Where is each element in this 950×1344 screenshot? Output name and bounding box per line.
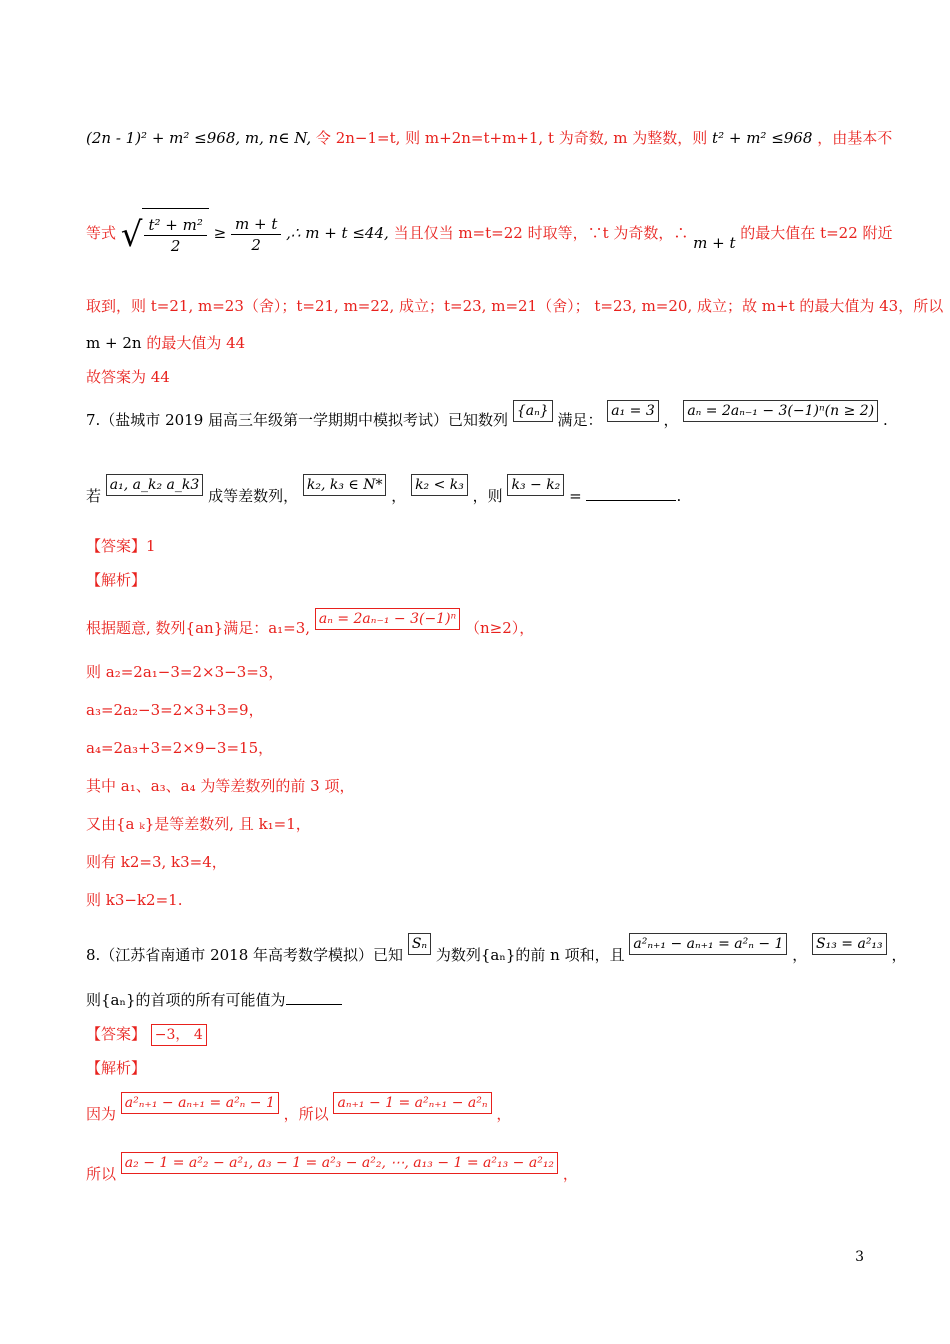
telescoping-box: a₂ − 1 = a²₂ − a²₁, a₃ − 1 = a²₃ − a²₂, ⋯, a₁₃ − 1 = a²₁₃ − a²₁₂ [121,1152,558,1174]
answer-blank [586,486,676,501]
fraction-numerator: m + t [231,214,281,235]
comma-3: ， [792,946,808,964]
comma-5: ， [496,1105,512,1123]
answer-values-box: −3， 4 [151,1024,207,1046]
q7-analysis-label: 【解析】 [86,571,147,589]
so-label: 所以 [86,1165,117,1183]
sqrt-fraction [121,208,209,260]
equality-condition: 当且仅当 m=t=22 时取等，∵t 为奇数，∴ [393,224,689,242]
answer-44-line: 故答案为 44 [86,368,170,386]
q7-analysis-line-8: 则 k3−k2=1. [86,891,183,909]
q7-analysis-line-2: 则 a₂=2a₁−3=2×3−3=3， [86,663,284,681]
therefore-label: ，所以 [283,1105,329,1123]
inequality-expression-2: t² + m² ≤968 [712,129,813,147]
s13-box: S₁₃ = a²₁₃ [812,933,887,955]
answer-blank-2 [286,990,342,1005]
analysis-intro: 根据题意, 数列{an}满足：a₁=3, [86,619,311,637]
question-8-line-1 [86,935,907,975]
a1-equals-3-box: a₁ = 3 [607,400,659,422]
period: . [882,411,888,429]
q8-analysis-line-1 [86,1094,864,1134]
if-label: 若 [86,487,102,505]
fraction-denominator: 2 [251,235,261,254]
question-7-line-2: 若 a₁, a_k₂ a_k3 成等差数列， k₂, k₃ ∈ N* ， k₂ < k₃ ，则 k₃ − k₂ = . [86,480,864,512]
q7-analysis-line-5: 其中 a₁、a₃、a₄ 为等差数列的前 3 项， [86,777,355,795]
answer-value: 1 [146,537,156,555]
solution-line-3: 取到，则 t=21, m=23（舍）；t=21, m=22, 成立；t=23, m=21（舍）； t=23, m=20, 成立；故 m+t 的最大值为 43，所以 [86,297,944,315]
sqrt-denominator: 2 [170,236,181,255]
inequality-expression: (2n - 1)² + m² ≤968, m, n∈ N, [86,129,312,147]
comma-1: ， [663,411,679,429]
q7-analysis-line-4: a₄=2a₃+3=2×9−3=15， [86,739,274,757]
solution-line-1 [86,128,893,148]
recurrence-eq-box: a²ₙ₊₁ − aₙ₊₁ = a²ₙ − 1 [629,933,787,955]
comma-6: ， [562,1165,578,1183]
q7-analysis-line-7: 则有 k2=3, k3=4， [86,853,227,871]
condition-label: 满足： [557,411,603,429]
solution-line-2 [86,208,893,258]
max-value-text: 的最大值为 44 [146,334,246,352]
n-condition: （n≥2）， [465,619,535,637]
sqrt-numerator: t² + m² [144,215,206,236]
question-7-line-1 [86,403,888,436]
inequality-label: 等式 [86,224,117,242]
sum-expression: m + t [693,234,736,252]
comma-2: ， [391,487,407,505]
equals-sign: = [569,487,582,505]
ge-symbol: ≥ [213,224,227,242]
given-eq-box: a²ₙ₊₁ − aₙ₊₁ = a²ₙ − 1 [121,1092,279,1114]
arithmetic-text: 成等差数列， [208,487,299,505]
because-label: 因为 [86,1105,117,1123]
q7-answer-line [86,536,864,556]
conclusion-expression: ,∴ m + t ≤44, [286,224,389,242]
page-number: 3 [855,1249,864,1265]
recurrence-box: aₙ = 2aₙ₋₁ − 3(−1)ⁿ(n ≥ 2) [683,400,878,422]
question-8-text-2: 为数列{aₙ}的前 n 项和，且 [435,946,625,964]
k-difference-box: k₃ − k₂ [507,474,564,496]
recurrence-formula-box: aₙ = 2aₙ₋₁ − 3(−1)ⁿ [315,608,460,630]
q8-answer-line [86,1024,864,1046]
answer-label-2: 【答案】 [86,1025,147,1043]
question-8-text: 8.（江苏省南通市 2018 年高考数学模拟）已知 [86,946,404,964]
comma-4: ， [891,946,907,964]
sequence-an-box: {aₙ} [513,400,553,422]
k-natural-box: k₂, k₃ ∈ N* [303,474,387,496]
answer-label: 【答案】 [86,537,147,555]
question-8-line-2 [86,990,864,1010]
maximum-note: 的最大值在 t=22 附近 [740,224,893,242]
first-term-question: 则{aₙ}的首项的所有可能值为 [86,991,286,1009]
continuation-text: ，由基本不 [817,129,893,147]
mean-fraction [231,214,281,255]
q7-analysis-line-6: 又由{a ₖ}是等差数列, 且 k₁=1， [86,815,311,833]
arithmetic-terms-box: a₁, a_k₂ a_k3 [106,474,204,496]
m-plus-2n: m + 2n [86,334,142,352]
q7-analysis-line-3: a₃=2a₂−3=2×3+3=9， [86,701,264,719]
q8-analysis-label: 【解析】 [86,1059,147,1077]
k-order-box: k₂ < k₃ [411,474,468,496]
solution-line-4 [86,333,864,353]
sn-box: Sₙ [408,933,431,955]
then-label: ，则 [472,487,503,505]
derived-eq-box: aₙ₊₁ − 1 = a²ₙ₊₁ − a²ₙ [333,1092,491,1114]
q7-analysis-line-1 [86,612,864,644]
question-7-text: 7.（盐城市 2019 届高三年级第一学期期中模拟考试）已知数列 [86,411,509,429]
substitution-text: 令 2n−1=t, 则 m+2n=t+m+1, t 为奇数, m 为整数，则 [315,129,708,147]
radical-sign: √ [120,215,143,255]
q8-analysis-line-2 [86,1154,864,1194]
